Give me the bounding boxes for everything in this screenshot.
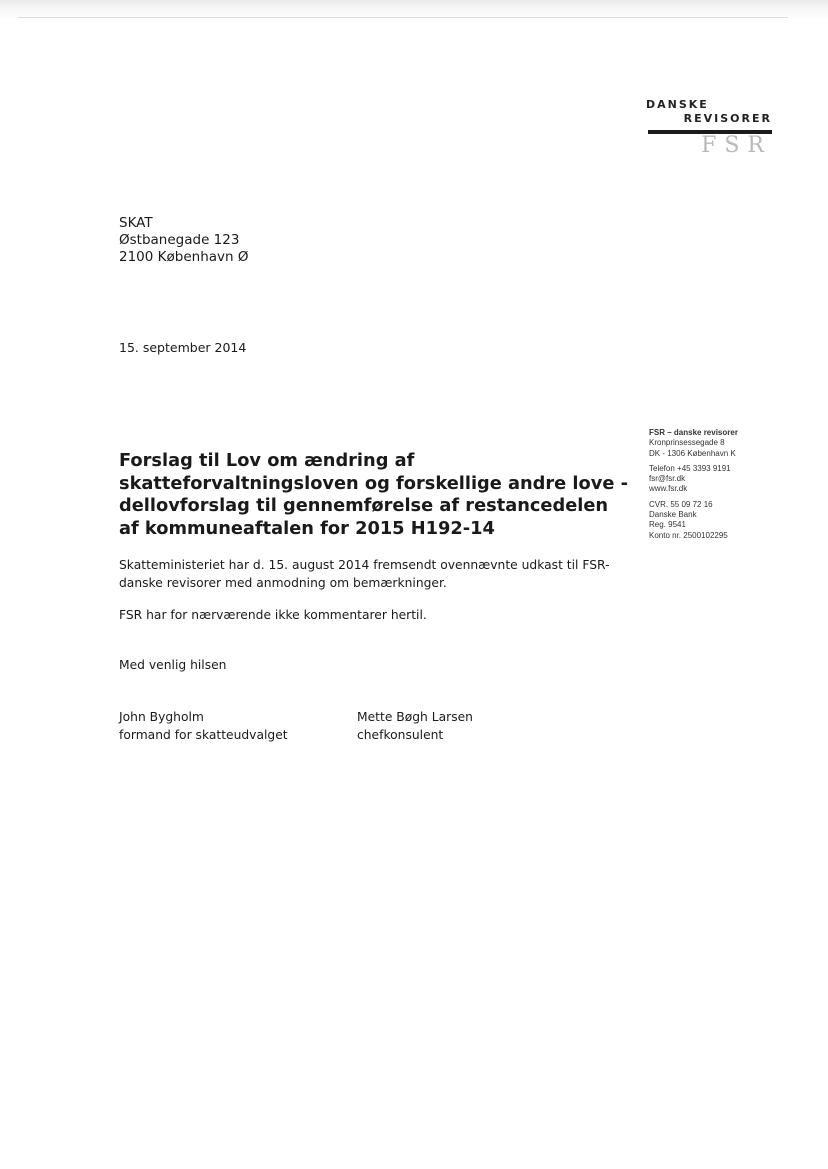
scan-edge-line <box>18 17 788 18</box>
signatory-name: John Bygholm <box>119 710 204 724</box>
recipient-name: SKAT <box>119 215 153 231</box>
title-line: af kommuneaftalen for 2015 H192-14 <box>119 517 495 539</box>
sender-web: www.fsr.dk <box>649 484 688 494</box>
letter-date: 15. september 2014 <box>119 340 247 355</box>
signature-right <box>357 708 473 744</box>
signatory-role: formand for skatteudvalget <box>119 728 288 742</box>
logo-line-revisorer: REVISORER <box>683 112 772 125</box>
body-line: Skatteministeriet har d. 15. august 2014 fremsendt ovennævnte udkast til FSR- <box>119 558 610 572</box>
title-line: skatteforvaltningsloven og forskellige andre love - <box>119 472 628 494</box>
sender-street: Kronprinsessegade 8 <box>649 438 725 448</box>
sender-reg: Reg. 9541 <box>649 520 686 530</box>
signatory-name: Mette Bøgh Larsen <box>357 710 473 724</box>
sender-cvr: CVR. 55 09 72 16 <box>649 499 713 509</box>
recipient-city: 2100 København Ø <box>119 249 249 265</box>
logo-fsr-mark: FSR <box>701 133 772 158</box>
letter-title <box>119 450 639 540</box>
body-paragraph-1 <box>119 556 619 592</box>
sender-city: DK - 1306 København K <box>649 448 736 458</box>
sender-phone: Telefon +45 3393 9191 <box>649 463 731 473</box>
title-line: dellovforslag til gennemførelse af restancedelen <box>119 495 609 516</box>
fsr-logo <box>646 98 772 158</box>
recipient-street: Østbanegade 123 <box>119 232 240 248</box>
sender-bank: Danske Bank <box>649 510 697 520</box>
signatory-role: chefkonsulent <box>357 728 444 742</box>
sender-konto: Konto nr. 2500102295 <box>649 530 728 540</box>
sender-contact-block <box>649 428 799 546</box>
sender-email: fsr@fsr.dk <box>649 474 686 484</box>
sender-org: FSR – danske revisorer <box>649 428 738 437</box>
recipient-address <box>119 215 248 266</box>
closing-greeting: Med venlig hilsen <box>119 658 227 672</box>
title-line: Forslag til Lov om ændring af <box>119 450 415 471</box>
logo-line-danske: DANSKE <box>646 98 709 111</box>
signature-left <box>119 708 288 744</box>
body-paragraph-2: FSR har for nærværende ikke kommentarer hertil. <box>119 608 427 622</box>
body-line: danske revisorer med anmodning om bemærkninger. <box>119 576 447 590</box>
